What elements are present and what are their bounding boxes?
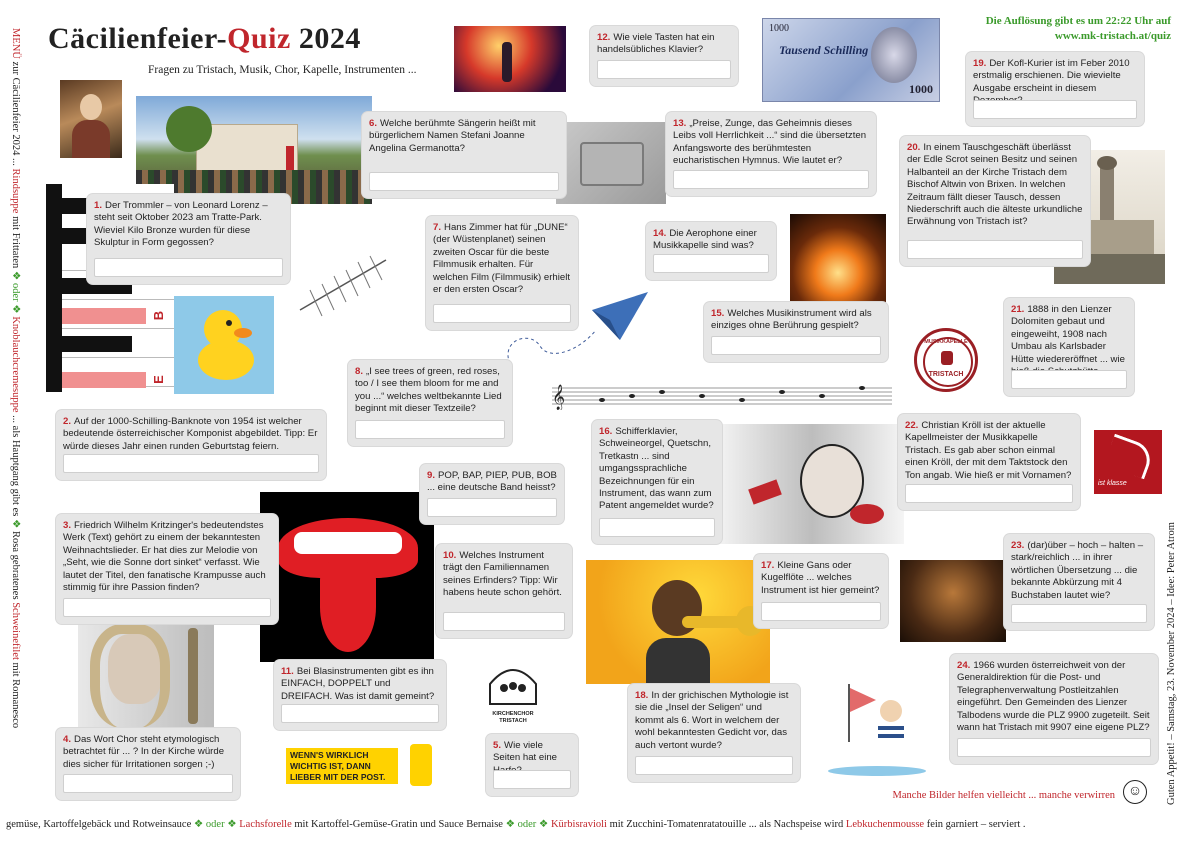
question-card-9: 9. POP, BAP, PIEP, PUB, BOB ... eine deutsche Band heisst? <box>420 464 564 524</box>
conductor-hand-image: ist klasse <box>1094 430 1162 494</box>
answer-field-23[interactable] <box>1011 604 1147 623</box>
solution-url[interactable]: www.mk-tristach.at/quiz <box>1054 30 1171 42</box>
answer-field-8[interactable] <box>355 420 505 439</box>
question-card-21: 21. 1888 in den Lienzer Dolomiten gebaut und eingeweiht, 1908 nach Umbau als Karlsbader Hütte wiedereröffnet ... wie <box>1004 298 1134 396</box>
rubber-duck-image <box>174 296 274 394</box>
answer-field-20[interactable] <box>907 240 1083 259</box>
answer-field-1[interactable] <box>94 258 283 277</box>
answer-field-5[interactable] <box>493 770 571 789</box>
paper-boat-illustration <box>828 682 926 776</box>
question-card-4: 4. Das Wort Chor steht etymologisch betrachtet für ... ? In der Kirche würde dies sicher für Irritationen sorgen ;-) <box>56 728 240 800</box>
question-card-11: 11. Bei Blasinstrumenten gibt es ihn EINFACH, DOPPELT und DREIFACH. Was ist damit gemeint? <box>274 660 446 730</box>
question-card-1: 1. Der Trommler – von Leonard Lorenz – steht seit Oktober 2023 am Tratte-Park. Wieviel Kilo Bronze wurden für diese Skulptur in Form gegossen? <box>87 194 290 284</box>
answer-field-12[interactable] <box>597 60 731 79</box>
musikkapelle-seal: MUSIKKAPELLE TRISTACH <box>914 328 978 392</box>
page-title: Cäcilienfeier-Quiz 2024 <box>48 22 361 55</box>
answer-field-9[interactable] <box>427 498 557 517</box>
question-card-6: 6. Welche berühmte Sängerin heißt mit bürgerlichem Namen Stefani Joanne Angelina Germanotta? <box>362 112 566 198</box>
question-card-16: 16. Schifferklavier, Schweineorgel, Quetschn, Tretkastn ... sind umgangssprachliche Bezeichnungen für ein Instrument, das wann zum Patent angemeldet wurde? <box>592 420 722 544</box>
menu-bottom-line: gemüse, Kartoffelgebäck und Rotweinsauce ❖ oder ❖ Lachsforelle mit Kartoffel-Gemüse-Gratin und Sauce Bernaise ❖ oder ❖ Kürbisravioli mit Zucchini-Tomatenratatouille ... als Nachspeise wird Lebkuchenmousse fein garniert – serviert . <box>6 819 1026 830</box>
answer-field-2[interactable] <box>63 454 319 473</box>
question-card-17: 17. Kleine Gans oder Kugelflöte ... welches Instrument ist hier gemeint? <box>754 554 888 628</box>
antenna-image <box>296 250 392 320</box>
question-card-15: 15. Welches Musikinstrument wird als einziges ohne Berührung gespielt? <box>704 302 888 362</box>
answer-field-21[interactable] <box>1011 370 1127 389</box>
page-subtitle: Fragen zu Tristach, Musik, Chor, Kapelle, Instrumenten ... <box>148 64 417 76</box>
question-card-22: 22. Christian Kröll ist der aktuelle Kapellmeister der Musikkapelle Tristach. Es gab aber schon einmal einen Kröll, der mit dem Taktstock den Ton angab. Wie hieß er mit Vornamen? <box>898 414 1080 510</box>
banknote-1000-schilling: 1000 Tausend Schilling 1000 <box>762 18 940 102</box>
rolling-stones-tongue-logo <box>260 492 434 662</box>
answer-field-6[interactable] <box>369 172 559 191</box>
stone-relief-image <box>556 122 666 204</box>
question-card-23: 23. (dar)über – hoch – halten – stark/reichlich ... in ihrer wörtlichen Übersetzung ... die bekannte Abkürzung mit 4 Buchstaben lautet wie? <box>1004 534 1154 630</box>
hint-text: Manche Bilder helfen vielleicht ... manche verwirren <box>892 790 1115 801</box>
question-card-8: 8. „I see trees of green, red roses, too / I see them bloom for me and you ...“ welches weltbekannte Lied beginnt mit dieser Textzeile? <box>348 360 512 446</box>
question-card-3: 3. Friedrich Wilhelm Kritzinger's bedeutendstes Werk (Text) gehört zu einem der bekanntesten Weihnachtslieder. Er hat dies zur Melodie von „Seht, wie die Sonne dort sinket“ verfasst. Wie lautet der Titel, den fanatische Krampusse auch stimmig für ihre Passion finden? <box>56 514 278 624</box>
question-card-20: 20. In einem Tauschgeschäft überlässt der Edle Scrot seinen Besitz und seinen Halbanteil an der Kirche Tristach dem Bischof Altwin von Brixen. In welchen Zeitraum fällt dieser Tausch, dessen Niederschrift auch die älteste urkundliche Erwähnung von Tristach ist? <box>900 136 1090 266</box>
solution-info: Die Auflösung gibt es um 22:22 Uhr auf www.mk-tristach.at/quiz <box>985 15 1171 42</box>
smiley-icon: ☺ <box>1123 780 1147 804</box>
answer-field-7[interactable] <box>433 304 571 323</box>
svg-text:𝄞: 𝄞 <box>552 385 566 410</box>
answer-field-10[interactable] <box>443 612 565 631</box>
answer-field-22[interactable] <box>905 484 1073 503</box>
sheet-music-line <box>552 382 892 410</box>
answer-field-16[interactable] <box>599 518 715 537</box>
question-card-12: 12. Wie viele Tasten hat ein handelsübliches Klavier? <box>590 26 738 86</box>
answer-field-4[interactable] <box>63 774 233 793</box>
question-card-10: 10. Welches Instrument trägt den Familiennamen seines Erfinders? Tipp: Wir habens heute schon gehört. <box>436 544 572 638</box>
question-card-7: 7. Hans Zimmer hat für „DUNE“ (der Wüstenplanet) seinen zweiten Oscar für die beste Filmmusik erhalten. Für welchen Film (Filmmusik) erhielt er den ersten Oscar? <box>426 216 578 330</box>
answer-field-17[interactable] <box>761 602 881 621</box>
answer-field-18[interactable] <box>635 756 793 775</box>
answer-field-3[interactable] <box>63 598 271 617</box>
question-card-19: 19. Der Kofl-Kurier ist im Feber 2010 erstmalig erschienen. Die wievielte Ausgabe erscheint in diesem <box>966 52 1144 126</box>
post-advertisement: WENN'S WIRKLICH WICHTIG IST, DANN LIEBER MIT DER POST. <box>286 744 446 790</box>
krampus-painting <box>900 560 1006 642</box>
piano-keys-image: B E <box>46 184 174 392</box>
question-card-13: 13. „Preise, Zunge, das Geheimnis dieses Leibs voll Herrlichkeit ...“ sind die übersetzten Anfangsworte des berühmtesten eucharistischen Hymnus. Wie lautet er? <box>666 112 876 196</box>
answer-field-19[interactable] <box>973 100 1137 119</box>
artistic-face-image <box>720 424 904 544</box>
answer-field-24[interactable] <box>957 738 1151 757</box>
answer-field-11[interactable] <box>281 704 439 723</box>
question-card-5: 5. Wie viele Seiten hat eine <box>486 734 578 796</box>
saint-cecilia-painting <box>60 80 122 158</box>
answer-field-15[interactable] <box>711 336 881 355</box>
right-strip: Guten Appetit! – Samstag, 23. November 2024 – Idee: Peter Atrom <box>1166 522 1177 805</box>
bronze-pouring-photo <box>790 214 886 312</box>
answer-field-14[interactable] <box>653 254 769 273</box>
question-card-18: 18. In der grichischen Mythologie ist sie die „Insel der Seligen“ und kommt als 6. Wort in welchem der wohl bekanntesten Gedicht vor, das auch vertont wurde? <box>628 684 800 782</box>
kirchenchor-logo: KIRCHENCHOR TRISTACH <box>484 662 542 726</box>
question-card-24: 24. 1966 wurden österreichweit von der Generaldirektion für die Post- und Telegraphenverwaltung Postleitzahlen eingeführt. Den Gemeinden des Lienzer Talbodens wurde die PLZ 9900 zugeteilt. Seit wann hat Tristach mit 9907 eine eigene PLZ? <box>950 654 1158 764</box>
trumpet-player-illustration <box>586 560 770 684</box>
concert-photo <box>454 26 566 92</box>
answer-field-13[interactable] <box>673 170 869 189</box>
question-card-14: 14. Die Aerophone einer Musikkapelle sind was? <box>646 222 776 280</box>
question-card-2: 2. Auf der 1000-Schilling-Banknote von 1954 ist welcher bedeutende österreichischer Komponist abgebildet. Tipp: Er würde dieses Jahr einen runden Geburtstag feiern. <box>56 410 326 480</box>
menu-strip: MENÜ zur Cäcilienfeier 2024 ... Rindsuppe mit Frittaten ❖ oder ❖ Knoblauchcremesuppe ... als Hauptgang gibt es ❖ Rosa gebratenes Schweinefilet mit Romanesco <box>10 28 21 729</box>
saxophone-woman-photo <box>78 624 214 728</box>
